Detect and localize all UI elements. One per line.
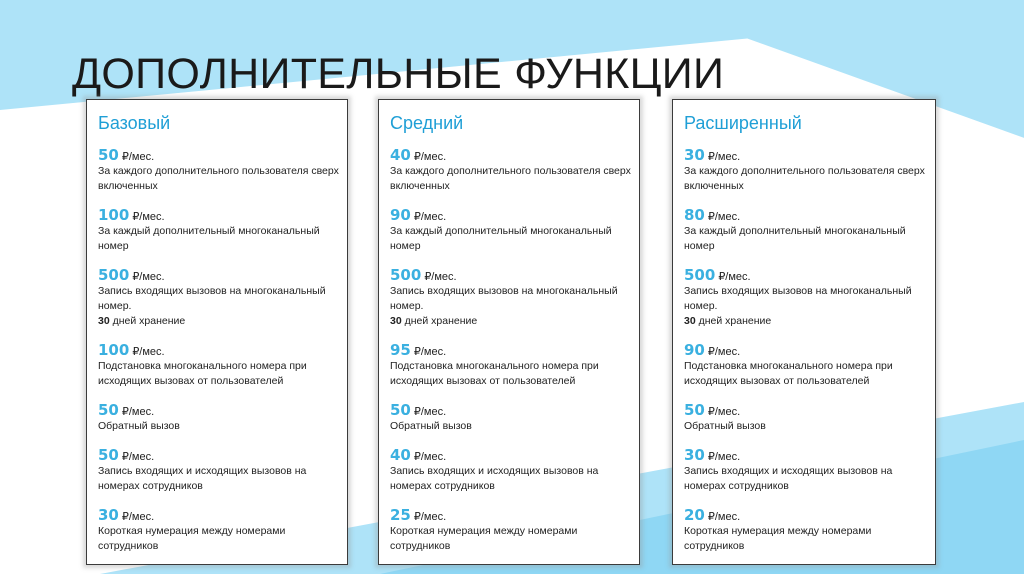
feature-item <box>98 403 339 434</box>
feature-item <box>684 268 927 329</box>
price-line <box>98 508 339 524</box>
feature-description: Обратный вызов <box>684 420 766 432</box>
feature-item <box>98 508 339 554</box>
feature-item <box>390 343 631 389</box>
plan-card-basic <box>86 99 348 565</box>
price-line <box>98 268 339 284</box>
price-unit: ₽/мес. <box>121 451 155 463</box>
price-value: 100 <box>98 341 130 359</box>
price-line <box>98 343 339 359</box>
price-unit: ₽/мес. <box>424 271 457 283</box>
price-unit: ₽/мес. <box>132 346 165 358</box>
feature-item <box>390 208 631 254</box>
price-line <box>684 208 927 224</box>
feature-description: Запись входящих и исходящих вызовов на номерах сотрудников <box>390 465 599 492</box>
feature-item <box>390 148 631 194</box>
price-value: 90 <box>390 206 411 224</box>
price-line <box>684 403 927 419</box>
feature-description: Короткая нумерация между номерами сотрудников <box>390 525 578 552</box>
price-unit: ₽/мес. <box>121 406 155 418</box>
price-value: 30 <box>98 506 119 524</box>
price-line <box>390 403 631 419</box>
price-value: 100 <box>98 206 130 224</box>
feature-description: Запись входящих и исходящих вызовов на номерах сотрудников <box>684 465 893 492</box>
feature-item <box>684 508 927 554</box>
price-unit: ₽/мес. <box>413 346 447 358</box>
price-unit: ₽/мес. <box>413 451 447 463</box>
feature-description: Запись входящих вызовов на многоканальный номер. <box>390 285 618 312</box>
retention-days: 30 <box>684 315 696 327</box>
feature-description: За каждого дополнительного пользователя сверх включенных <box>98 165 339 192</box>
feature-description: За каждого дополнительного пользователя сверх включенных <box>684 165 925 192</box>
price-value: 20 <box>684 506 705 524</box>
price-value: 500 <box>390 266 422 284</box>
retention-text: дней хранение <box>404 315 478 327</box>
price-line <box>684 148 927 164</box>
feature-description: За каждый дополнительный многоканальный номер <box>390 225 612 252</box>
price-line <box>98 208 339 224</box>
price-line <box>390 343 631 359</box>
feature-description: За каждого дополнительного пользователя сверх включенных <box>390 165 631 192</box>
feature-item <box>684 448 927 494</box>
price-line <box>390 148 631 164</box>
price-unit: ₽/мес. <box>707 211 741 223</box>
feature-item <box>390 268 631 329</box>
price-unit: ₽/мес. <box>413 151 447 163</box>
price-unit: ₽/мес. <box>132 211 165 223</box>
feature-description: Обратный вызов <box>98 420 180 432</box>
price-line <box>684 268 927 284</box>
feature-item <box>98 343 339 389</box>
price-unit: ₽/мес. <box>707 511 741 523</box>
feature-description: Запись входящих вызовов на многоканальный номер. <box>684 285 912 312</box>
price-value: 80 <box>684 206 705 224</box>
feature-description: Подстановка многоканального номера при исходящих вызовах от пользователей <box>98 360 307 387</box>
feature-item <box>390 403 631 434</box>
price-value: 90 <box>684 341 705 359</box>
price-unit: ₽/мес. <box>121 511 155 523</box>
plan-title: Базовый <box>98 113 171 133</box>
feature-item <box>390 448 631 494</box>
feature-item <box>98 448 339 494</box>
retention-days: 30 <box>98 315 110 327</box>
price-value: 50 <box>98 401 119 419</box>
price-line <box>390 268 631 284</box>
feature-description: За каждый дополнительный многоканальный номер <box>98 225 320 252</box>
price-unit: ₽/мес. <box>121 151 155 163</box>
price-value: 500 <box>98 266 130 284</box>
price-value: 500 <box>684 266 716 284</box>
price-value: 40 <box>390 446 411 464</box>
price-line <box>684 448 927 464</box>
feature-item <box>684 403 927 434</box>
price-line <box>98 403 339 419</box>
price-unit: ₽/мес. <box>718 271 751 283</box>
price-unit: ₽/мес. <box>413 211 447 223</box>
price-unit: ₽/мес. <box>413 511 447 523</box>
page-title: ДОПОЛНИТЕЛЬНЫЕ ФУНКЦИИ <box>72 50 725 98</box>
feature-description: Короткая нумерация между номерами сотрудников <box>684 525 872 552</box>
feature-item <box>684 208 927 254</box>
feature-item <box>98 268 339 329</box>
feature-item <box>98 148 339 194</box>
retention-text: дней хранение <box>698 315 772 327</box>
price-value: 95 <box>390 341 411 359</box>
price-value: 50 <box>390 401 411 419</box>
price-value: 30 <box>684 446 705 464</box>
price-unit: ₽/мес. <box>132 271 165 283</box>
price-line <box>684 343 927 359</box>
price-unit: ₽/мес. <box>707 451 741 463</box>
price-value: 40 <box>390 146 411 164</box>
price-value: 25 <box>390 506 411 524</box>
price-unit: ₽/мес. <box>413 406 447 418</box>
price-unit: ₽/мес. <box>707 406 741 418</box>
retention-line <box>98 314 339 329</box>
retention-days: 30 <box>390 315 402 327</box>
plan-title: Расширенный <box>684 113 802 133</box>
price-value: 30 <box>684 146 705 164</box>
price-unit: ₽/мес. <box>707 151 741 163</box>
price-value: 50 <box>684 401 705 419</box>
price-unit: ₽/мес. <box>707 346 741 358</box>
feature-item <box>684 343 927 389</box>
price-line <box>390 208 631 224</box>
price-line <box>98 148 339 164</box>
price-line <box>390 508 631 524</box>
feature-description: Запись входящих вызовов на многоканальный номер. <box>98 285 326 312</box>
feature-item <box>684 148 927 194</box>
retention-line <box>684 314 927 329</box>
feature-description: Подстановка многоканального номера при исходящих вызовах от пользователей <box>684 360 893 387</box>
price-line <box>98 448 339 464</box>
price-value: 50 <box>98 446 119 464</box>
feature-description: Подстановка многоканального номера при исходящих вызовах от пользователей <box>390 360 599 387</box>
feature-description: Короткая нумерация между номерами сотрудников <box>98 525 286 552</box>
feature-description: Запись входящих и исходящих вызовов на номерах сотрудников <box>98 465 307 492</box>
retention-line <box>390 314 631 329</box>
price-line <box>684 508 927 524</box>
plan-card-medium <box>378 99 640 565</box>
price-value: 50 <box>98 146 119 164</box>
feature-description: Обратный вызов <box>390 420 472 432</box>
plan-card-extended <box>672 99 936 565</box>
feature-description: За каждый дополнительный многоканальный номер <box>684 225 906 252</box>
plan-title: Средний <box>390 113 464 133</box>
price-line <box>390 448 631 464</box>
retention-text: дней хранение <box>112 315 186 327</box>
feature-item <box>98 208 339 254</box>
feature-item <box>390 508 631 554</box>
